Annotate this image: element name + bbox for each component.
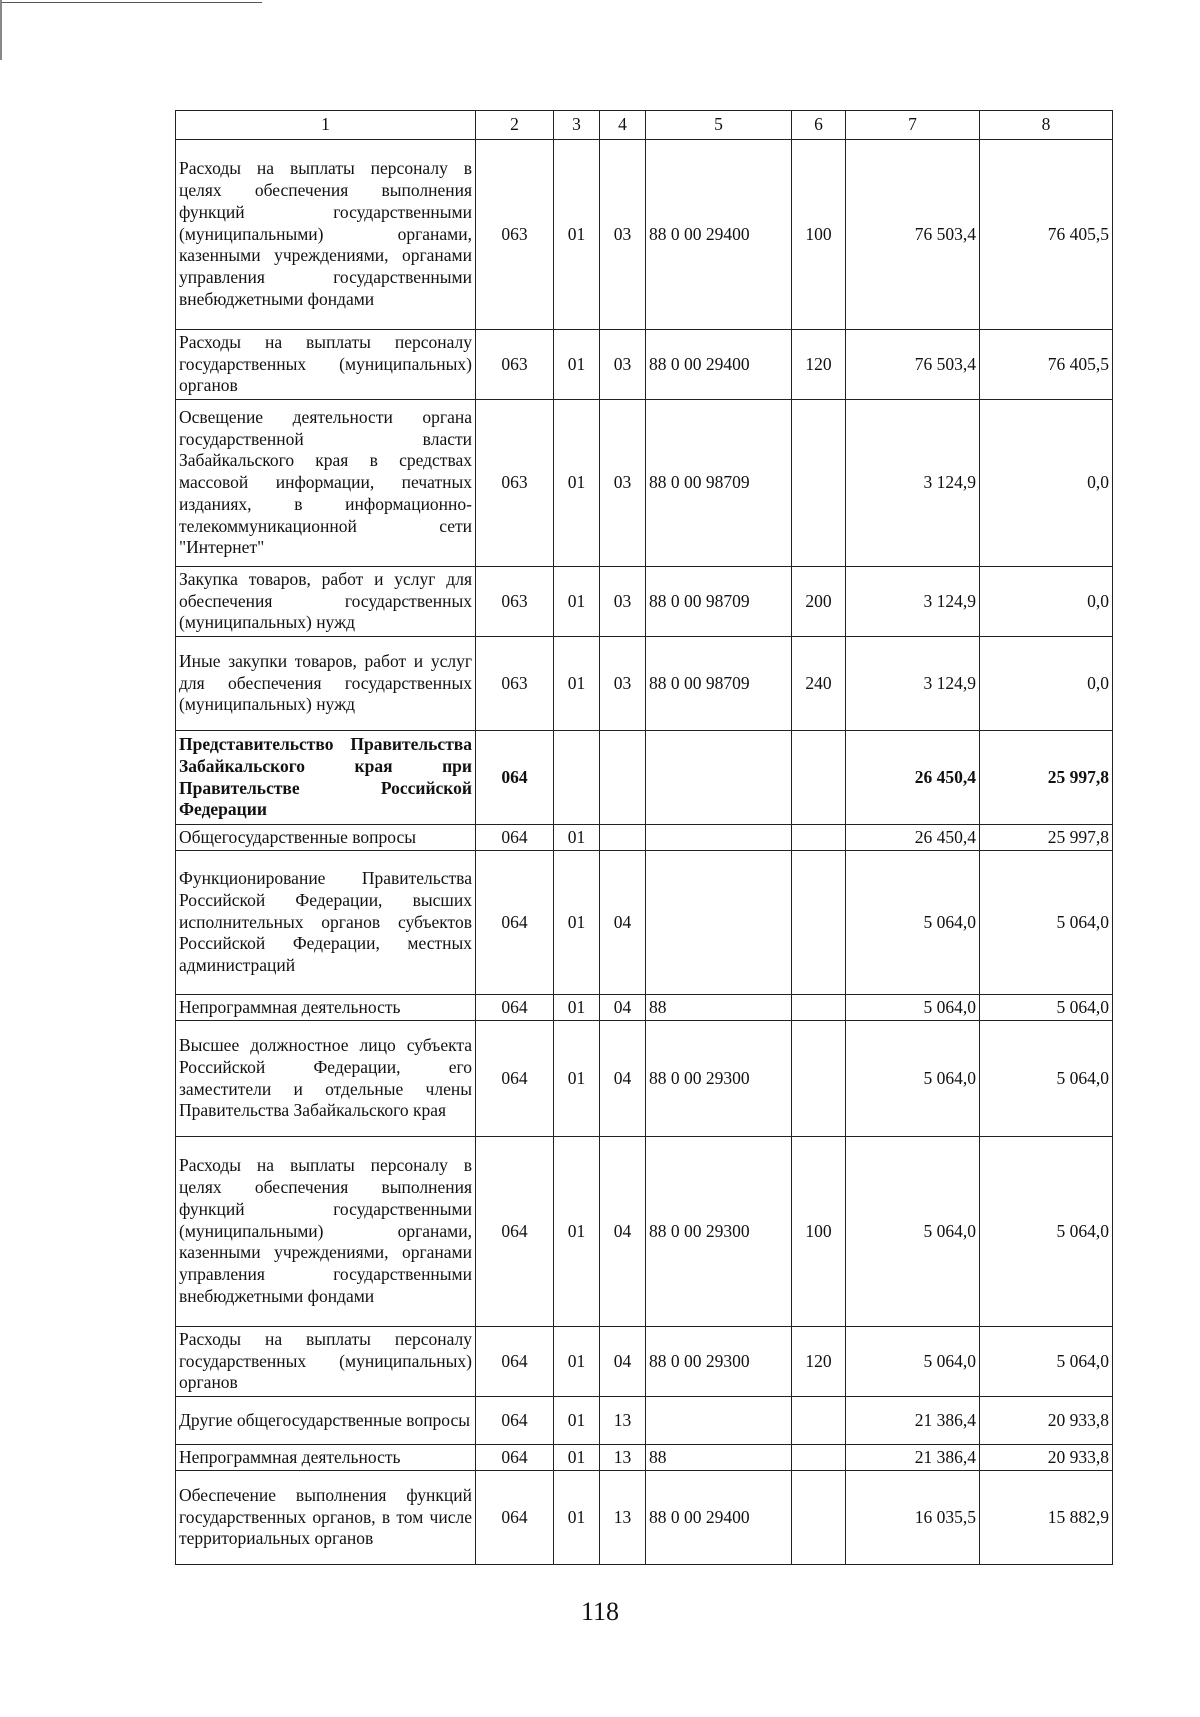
expense-type-code — [792, 1445, 846, 1471]
expense-type-code — [792, 1397, 846, 1445]
amount-col7: 76 503,4 — [846, 330, 980, 400]
expense-type-code: 120 — [792, 330, 846, 400]
amount-col8: 15 882,9 — [980, 1471, 1113, 1565]
subsection-code: 04 — [600, 1137, 646, 1327]
ministry-code: 064 — [476, 1471, 554, 1565]
ministry-code: 064 — [476, 995, 554, 1021]
expense-name: Обеспечение выполнения функций государственных органов, в том числе территориальных органов — [176, 1471, 476, 1565]
expense-type-code — [792, 825, 846, 851]
expense-type-code: 200 — [792, 567, 846, 637]
expense-type-code — [792, 731, 846, 825]
target-article-code: 88 0 00 98709 — [646, 400, 792, 567]
column-header: 2 — [476, 111, 554, 140]
ministry-code: 064 — [476, 851, 554, 995]
budget-table — [175, 110, 1113, 1565]
column-header: 6 — [792, 111, 846, 140]
amount-col8: 25 997,8 — [980, 825, 1113, 851]
amount-col7: 26 450,4 — [846, 731, 980, 825]
column-header: 8 — [980, 111, 1113, 140]
amount-col8: 5 064,0 — [980, 851, 1113, 995]
page-number: 118 — [580, 1597, 620, 1626]
ministry-code: 064 — [476, 1445, 554, 1471]
amount-col8: 20 933,8 — [980, 1397, 1113, 1445]
amount-col7: 16 035,5 — [846, 1471, 980, 1565]
target-article-code: 88 0 00 29300 — [646, 1137, 792, 1327]
column-header: 3 — [554, 111, 600, 140]
table-row — [176, 1137, 1113, 1327]
table-row — [176, 1445, 1113, 1471]
section-code: 01 — [554, 1471, 600, 1565]
table-row — [176, 1397, 1113, 1445]
subsection-code: 04 — [600, 1327, 646, 1397]
table-row — [176, 731, 1113, 825]
ministry-code: 064 — [476, 1327, 554, 1397]
target-article-code: 88 0 00 29400 — [646, 330, 792, 400]
amount-col7: 26 450,4 — [846, 825, 980, 851]
section-code: 01 — [554, 1397, 600, 1445]
amount-col8: 5 064,0 — [980, 995, 1113, 1021]
table-row — [176, 330, 1113, 400]
expense-name: Расходы на выплаты персоналу в целях обеспечения выполнения функций государственными (муниципальными) органами, казенными учреждениями, органами управления государственными внебюджетными фондами — [176, 1137, 476, 1327]
expense-type-code — [792, 1471, 846, 1565]
ministry-code: 064 — [476, 731, 554, 825]
target-article-code: 88 0 00 98709 — [646, 567, 792, 637]
section-code: 01 — [554, 400, 600, 567]
subsection-code: 04 — [600, 1021, 646, 1137]
amount-col7: 3 124,9 — [846, 400, 980, 567]
section-code: 01 — [554, 995, 600, 1021]
subsection-code: 04 — [600, 995, 646, 1021]
table-row — [176, 637, 1113, 731]
section-code: 01 — [554, 825, 600, 851]
target-article-code: 88 0 00 29300 — [646, 1021, 792, 1137]
expense-name: Общегосударственные вопросы — [176, 825, 476, 851]
subsection-code: 03 — [600, 400, 646, 567]
table-row — [176, 995, 1113, 1021]
header-row — [176, 111, 1113, 140]
subsection-code: 03 — [600, 567, 646, 637]
expense-type-code — [792, 1021, 846, 1137]
expense-type-code — [792, 851, 846, 995]
target-article-code: 88 — [646, 995, 792, 1021]
target-article-code — [646, 731, 792, 825]
amount-col8: 5 064,0 — [980, 1137, 1113, 1327]
table-row — [176, 825, 1113, 851]
amount-col8: 20 933,8 — [980, 1445, 1113, 1471]
section-code: 01 — [554, 1021, 600, 1137]
expense-name: Расходы на выплаты персоналу государственных (муниципальных) органов — [176, 1327, 476, 1397]
table-row — [176, 1327, 1113, 1397]
table-row — [176, 1471, 1113, 1565]
column-header: 5 — [646, 111, 792, 140]
expense-type-code: 240 — [792, 637, 846, 731]
expense-name: Высшее должностное лицо субъекта Российской Федерации, его заместители и отдельные члены Правительства Забайкальского края — [176, 1021, 476, 1137]
target-article-code: 88 — [646, 1445, 792, 1471]
subsection-code: 04 — [600, 851, 646, 995]
amount-col7: 21 386,4 — [846, 1397, 980, 1445]
ministry-code: 063 — [476, 637, 554, 731]
subsection-code: 03 — [600, 140, 646, 330]
subsection-code: 03 — [600, 330, 646, 400]
amount-col8: 5 064,0 — [980, 1021, 1113, 1137]
target-article-code — [646, 825, 792, 851]
amount-col7: 76 503,4 — [846, 140, 980, 330]
section-code: 01 — [554, 1327, 600, 1397]
expense-name: Расходы на выплаты персоналу государственных (муниципальных) органов — [176, 330, 476, 400]
expense-name: Расходы на выплаты персоналу в целях обеспечения выполнения функций государственными (муниципальными) органами, казенными учреждениями, органами управления государственными внебюджетными фондами — [176, 140, 476, 330]
column-header: 4 — [600, 111, 646, 140]
subsection-code: 03 — [600, 637, 646, 731]
subsection-code: 13 — [600, 1397, 646, 1445]
subsection-code: 13 — [600, 1471, 646, 1565]
amount-col7: 5 064,0 — [846, 1021, 980, 1137]
section-code — [554, 731, 600, 825]
amount-col7: 5 064,0 — [846, 1137, 980, 1327]
subsection-code: 13 — [600, 1445, 646, 1471]
ministry-code: 063 — [476, 567, 554, 637]
ministry-code: 063 — [476, 330, 554, 400]
section-code: 01 — [554, 567, 600, 637]
amount-col8: 76 405,5 — [980, 330, 1113, 400]
column-header: 1 — [176, 111, 476, 140]
amount-col7: 5 064,0 — [846, 851, 980, 995]
amount-col8: 76 405,5 — [980, 140, 1113, 330]
expense-type-code: 100 — [792, 140, 846, 330]
amount-col7: 5 064,0 — [846, 995, 980, 1021]
expense-type-code — [792, 400, 846, 567]
subsection-code — [600, 731, 646, 825]
amount-col7: 5 064,0 — [846, 1327, 980, 1397]
subsection-code — [600, 825, 646, 851]
amount-col7: 3 124,9 — [846, 637, 980, 731]
expense-name: Функционирование Правительства Российской Федерации, высших исполнительных органов субъектов Российской Федерации, местных администраций — [176, 851, 476, 995]
table-row — [176, 140, 1113, 330]
amount-col8: 5 064,0 — [980, 1327, 1113, 1397]
scan-edge-line — [0, 2, 262, 3]
ministry-code: 064 — [476, 1021, 554, 1137]
target-article-code: 88 0 00 98709 — [646, 637, 792, 731]
expense-type-code: 120 — [792, 1327, 846, 1397]
target-article-code: 88 0 00 29400 — [646, 1471, 792, 1565]
expense-name: Закупка товаров, работ и услуг для обеспечения государственных (муниципальных) нужд — [176, 567, 476, 637]
expense-name: Другие общегосударственные вопросы — [176, 1397, 476, 1445]
section-code: 01 — [554, 330, 600, 400]
amount-col8: 0,0 — [980, 637, 1113, 731]
target-article-code: 88 0 00 29400 — [646, 140, 792, 330]
expense-type-code — [792, 995, 846, 1021]
amount-col8: 0,0 — [980, 567, 1113, 637]
column-header: 7 — [846, 111, 980, 140]
table-row — [176, 851, 1113, 995]
section-code: 01 — [554, 1445, 600, 1471]
amount-col7: 3 124,9 — [846, 567, 980, 637]
table-row — [176, 400, 1113, 567]
table-row — [176, 1021, 1113, 1137]
section-code: 01 — [554, 140, 600, 330]
section-code: 01 — [554, 1137, 600, 1327]
section-code: 01 — [554, 637, 600, 731]
ministry-code: 064 — [476, 1137, 554, 1327]
expense-name: Непрограммная деятельность — [176, 1445, 476, 1471]
table-row — [176, 567, 1113, 637]
expense-name: Представительство Правительства Забайкальского края при Правительстве Российской Федерации — [176, 731, 476, 825]
amount-col7: 21 386,4 — [846, 1445, 980, 1471]
expense-name: Освещение деятельности органа государственной власти Забайкальского края в средствах массовой информации, печатных изданиях, в информационно-телекоммуникационной сети "Интернет" — [176, 400, 476, 567]
expense-name: Непрограммная деятельность — [176, 995, 476, 1021]
ministry-code: 064 — [476, 825, 554, 851]
target-article-code — [646, 851, 792, 995]
expense-name: Иные закупки товаров, работ и услуг для обеспечения государственных (муниципальных) нужд — [176, 637, 476, 731]
ministry-code: 063 — [476, 400, 554, 567]
expense-type-code: 100 — [792, 1137, 846, 1327]
scan-edge-mark — [0, 0, 2, 60]
target-article-code: 88 0 00 29300 — [646, 1327, 792, 1397]
amount-col8: 0,0 — [980, 400, 1113, 567]
ministry-code: 063 — [476, 140, 554, 330]
target-article-code — [646, 1397, 792, 1445]
section-code: 01 — [554, 851, 600, 995]
ministry-code: 064 — [476, 1397, 554, 1445]
amount-col8: 25 997,8 — [980, 731, 1113, 825]
